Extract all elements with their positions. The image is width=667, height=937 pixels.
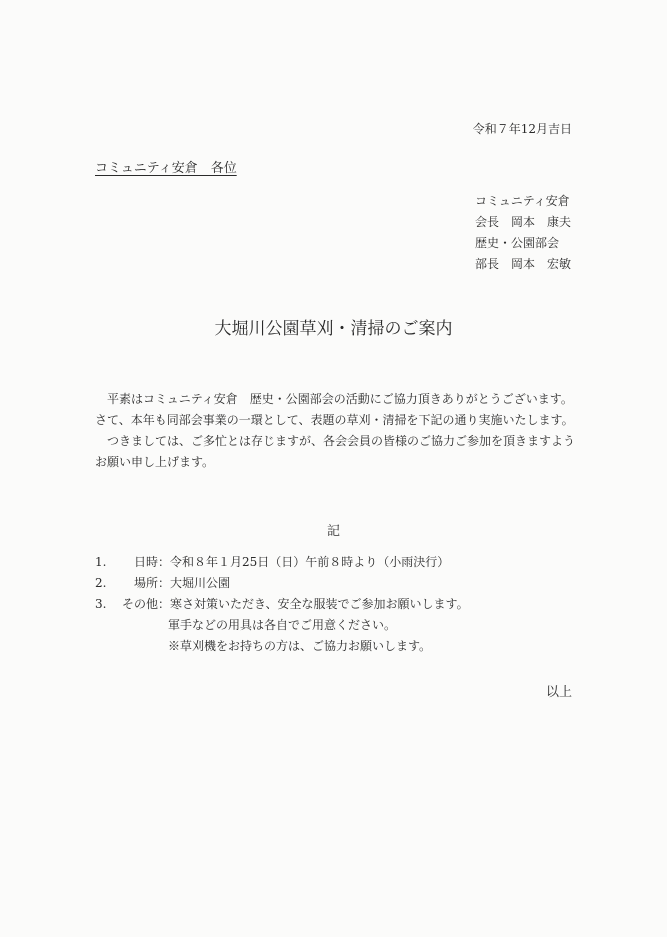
sender-block — [475, 193, 571, 277]
item-number: 1. — [95, 555, 107, 569]
sender-head: 部長 岡本 宏敏 — [475, 257, 572, 271]
item-text: 日時：令和８年１月25日（日）午前８時より（小雨決行） — [122, 555, 450, 569]
item-text: 場所：大堀川公園 — [122, 576, 231, 590]
addressee: コミュニティ安倉 各位 — [95, 161, 237, 176]
note-line: ※草刈機をお持ちの方は、ご協力お願いします。 — [168, 639, 432, 653]
sender-chair: 会長 岡本 康夫 — [475, 215, 572, 229]
item-number: 3. — [95, 597, 107, 611]
sender-organization: コミュニティ安倉 — [475, 194, 570, 208]
list-item — [95, 575, 469, 596]
item-text: その他：寒さ対策いただき、安全な服装でご参加お願いします。 — [122, 597, 469, 611]
issue-date: 令和７年12月吉日 — [472, 122, 572, 136]
ki-heading: 記 — [326, 524, 340, 539]
list-item — [95, 554, 469, 575]
body-line: お願い申し上げます。 — [95, 455, 215, 469]
list-item — [95, 596, 469, 617]
note-line: 軍手などの用具は各自でご用意ください。 — [168, 618, 397, 632]
body-line: つきましては、ご多忙とは存じますが、各会会員の皆様のご協力ご参加を頂きますよう — [95, 434, 576, 448]
body-text — [95, 391, 575, 475]
document-title: 大堀川公園草刈・清掃のご案内 — [214, 319, 453, 339]
closing-mark: 以上 — [545, 685, 572, 700]
item-number: 2. — [95, 576, 107, 590]
details-list — [95, 554, 469, 659]
sender-committee: 歴史・公園部会 — [475, 236, 560, 250]
body-line: 平素はコミュニティ安倉 歴史・公園部会の活動にご協力頂きありがとうございます。 — [95, 392, 573, 406]
body-line: さて、本年も同部会事業の一環として、表題の草刈・清掃を下記の通り実施いたします。 — [95, 413, 574, 427]
